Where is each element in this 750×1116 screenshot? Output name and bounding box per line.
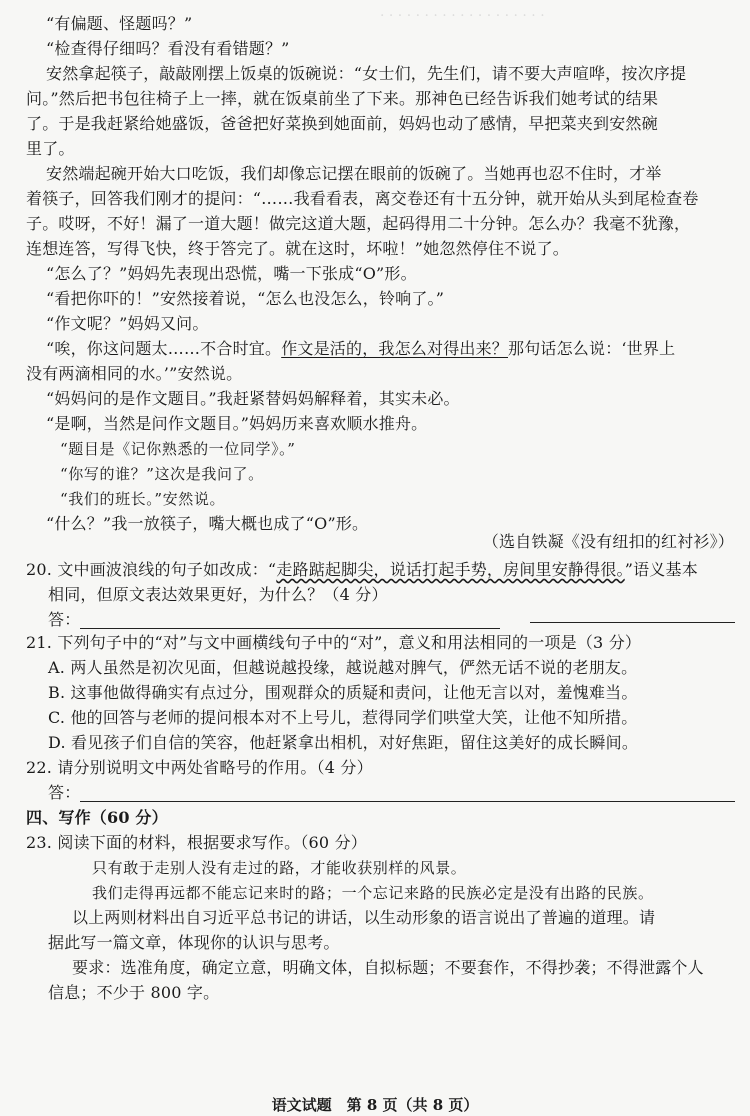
answer-line-22[interactable] bbox=[80, 801, 735, 802]
answer-label: 答： bbox=[48, 610, 81, 629]
story-line: 问。”然后把书包往椅子上一摔，就在饭桌前坐了下来。那神色已经告诉我们她考试的结果 bbox=[26, 89, 659, 108]
story-text: 那句话怎么说：‘世界上 bbox=[508, 339, 676, 358]
story-source: （选自铁凝《没有纽扣的红衬衫》） bbox=[482, 532, 734, 551]
story-line: “怎么了？”妈妈先表现出恐慌，嘴一下张成“O”形。 bbox=[46, 264, 417, 283]
answer-label: 答： bbox=[48, 783, 81, 802]
story-line: “作文呢？”妈妈又问。 bbox=[46, 314, 209, 333]
story-line: “有偏题、怪题吗？” bbox=[46, 14, 193, 33]
page-footer: 语文试题 第 8 页（共 8 页） bbox=[271, 1096, 479, 1114]
underlined-sentence: 作文是活的，我怎么对得出来？ bbox=[281, 339, 508, 358]
question-22: 22. 请分别说明文中两处省略号的作用。（4 分） bbox=[26, 758, 373, 777]
requirements-line: 要求：选准角度，确定立意，明确文体，自拟标题；不要套作，不得抄袭；不得泄露个人 bbox=[72, 958, 704, 977]
prompt-line: 据此写一篇文章，体现你的认识与思考。 bbox=[48, 933, 340, 952]
story-line: 子。哎呀，不好！漏了一道大题！做完这道大题，起码得用二十分钟。怎么办？我毫不犹豫， bbox=[26, 214, 691, 233]
wavy-underlined-sentence: 走路踮起脚尖，说话打起手势，房间里安静得很。 bbox=[276, 560, 625, 579]
prompt-line: 以上两则材料出自习近平总书记的讲话，以生动形象的语言说出了普遍的道理。请 bbox=[72, 908, 656, 927]
story-line: “你写的谁？”这次是我问了。 bbox=[60, 465, 264, 483]
story-line: “是啊，当然是问作文题目。”妈妈历来喜欢顺水推舟。 bbox=[46, 414, 428, 433]
story-line: “题目是《记你熟悉的一位同学》。” bbox=[60, 440, 296, 458]
question-23: 23. 阅读下面的材料，根据要求写作。（60 分） bbox=[26, 833, 367, 852]
question-20 bbox=[26, 560, 698, 580]
option-b: B. 这事他做得确实有点过分，围观群众的质疑和责问，让他无言以对，羞愧难当。 bbox=[48, 683, 638, 702]
question-21: 21. 下列句子中的“对”与文中画横线句子中的“对”，意义和用法相同的一项是（3 分） bbox=[26, 633, 642, 652]
story-line: “检查得仔细吗？看没有看错题？” bbox=[46, 39, 290, 58]
story-line: 了。于是我赶紧给她盛饭，爸爸把好菜换到她面前，妈妈也动了感情，早把菜夹到安然碗 bbox=[26, 114, 658, 133]
option-d: D. 看见孩子们自信的笑容，他赶紧拿出相机，对好焦距，留住这美好的成长瞬间。 bbox=[48, 733, 639, 752]
story-line: 连想连答，写得飞快，终于答完了。就在这时，坏啦！”她忽然停住不说了。 bbox=[26, 239, 569, 258]
question-text: 20. 文中画波浪线的句子如改成：“ bbox=[26, 560, 277, 579]
material-2: 我们走得再远都不能忘记来时的路；一个忘记来路的民族必定是没有出路的民族。 bbox=[92, 884, 654, 902]
answer-line-20b[interactable] bbox=[530, 622, 735, 623]
story-line: 没有两滴相同的水。’”安然说。 bbox=[26, 364, 243, 383]
story-text: “唉，你这问题太……不合时宜。 bbox=[46, 339, 282, 358]
answer-line-20[interactable] bbox=[80, 628, 500, 629]
story-line: 安然拿起筷子，敲敲刚摆上饭桌的饭碗说：“女士们，先生们，请不要大声喧哗，按次序提 bbox=[46, 64, 687, 83]
story-line: “什么？”我一放筷子，嘴大概也成了“O”形。 bbox=[46, 514, 369, 533]
story-line: “妈妈问的是作文题目。”我赶紧替妈妈解释着，其实未必。 bbox=[46, 389, 460, 408]
option-a: A. 两人虽然是初次见面，但越说越投缘，越说越对脾气，俨然无话不说的老朋友。 bbox=[48, 658, 638, 677]
bleed-through-text: · · · · · · · · · · · · · · · · · · · bbox=[380, 8, 545, 24]
option-c: C. 他的回答与老师的提问根本对不上号儿，惹得同学们哄堂大笑，让他不知所措。 bbox=[48, 708, 638, 727]
story-line: “我们的班长。”安然说。 bbox=[60, 490, 226, 508]
story-line: 里了。 bbox=[26, 139, 75, 158]
section-heading: 四、写作（60 分） bbox=[26, 808, 168, 827]
requirements-line: 信息；不少于 800 字。 bbox=[48, 983, 220, 1002]
question-text: ”语义基本 bbox=[624, 560, 698, 579]
story-line: “看把你吓的！”安然接着说，“怎么也没怎么，铃响了。” bbox=[46, 289, 445, 308]
material-1: 只有敢于走别人没有走过的路，才能收获别样的风景。 bbox=[92, 859, 467, 877]
story-line: 安然端起碗开始大口吃饭，我们却像忘记摆在眼前的饭碗了。当她再也忍不住时，才举 bbox=[46, 164, 662, 183]
question-20-line2: 相同，但原文表达效果更好，为什么？（4 分） bbox=[48, 585, 388, 604]
story-line: 着筷子，回答我们刚才的提问：“……我看看表，离交卷还有十五分钟，就开始从头到尾检查卷 bbox=[26, 189, 699, 208]
story-line-with-underline bbox=[46, 339, 675, 359]
